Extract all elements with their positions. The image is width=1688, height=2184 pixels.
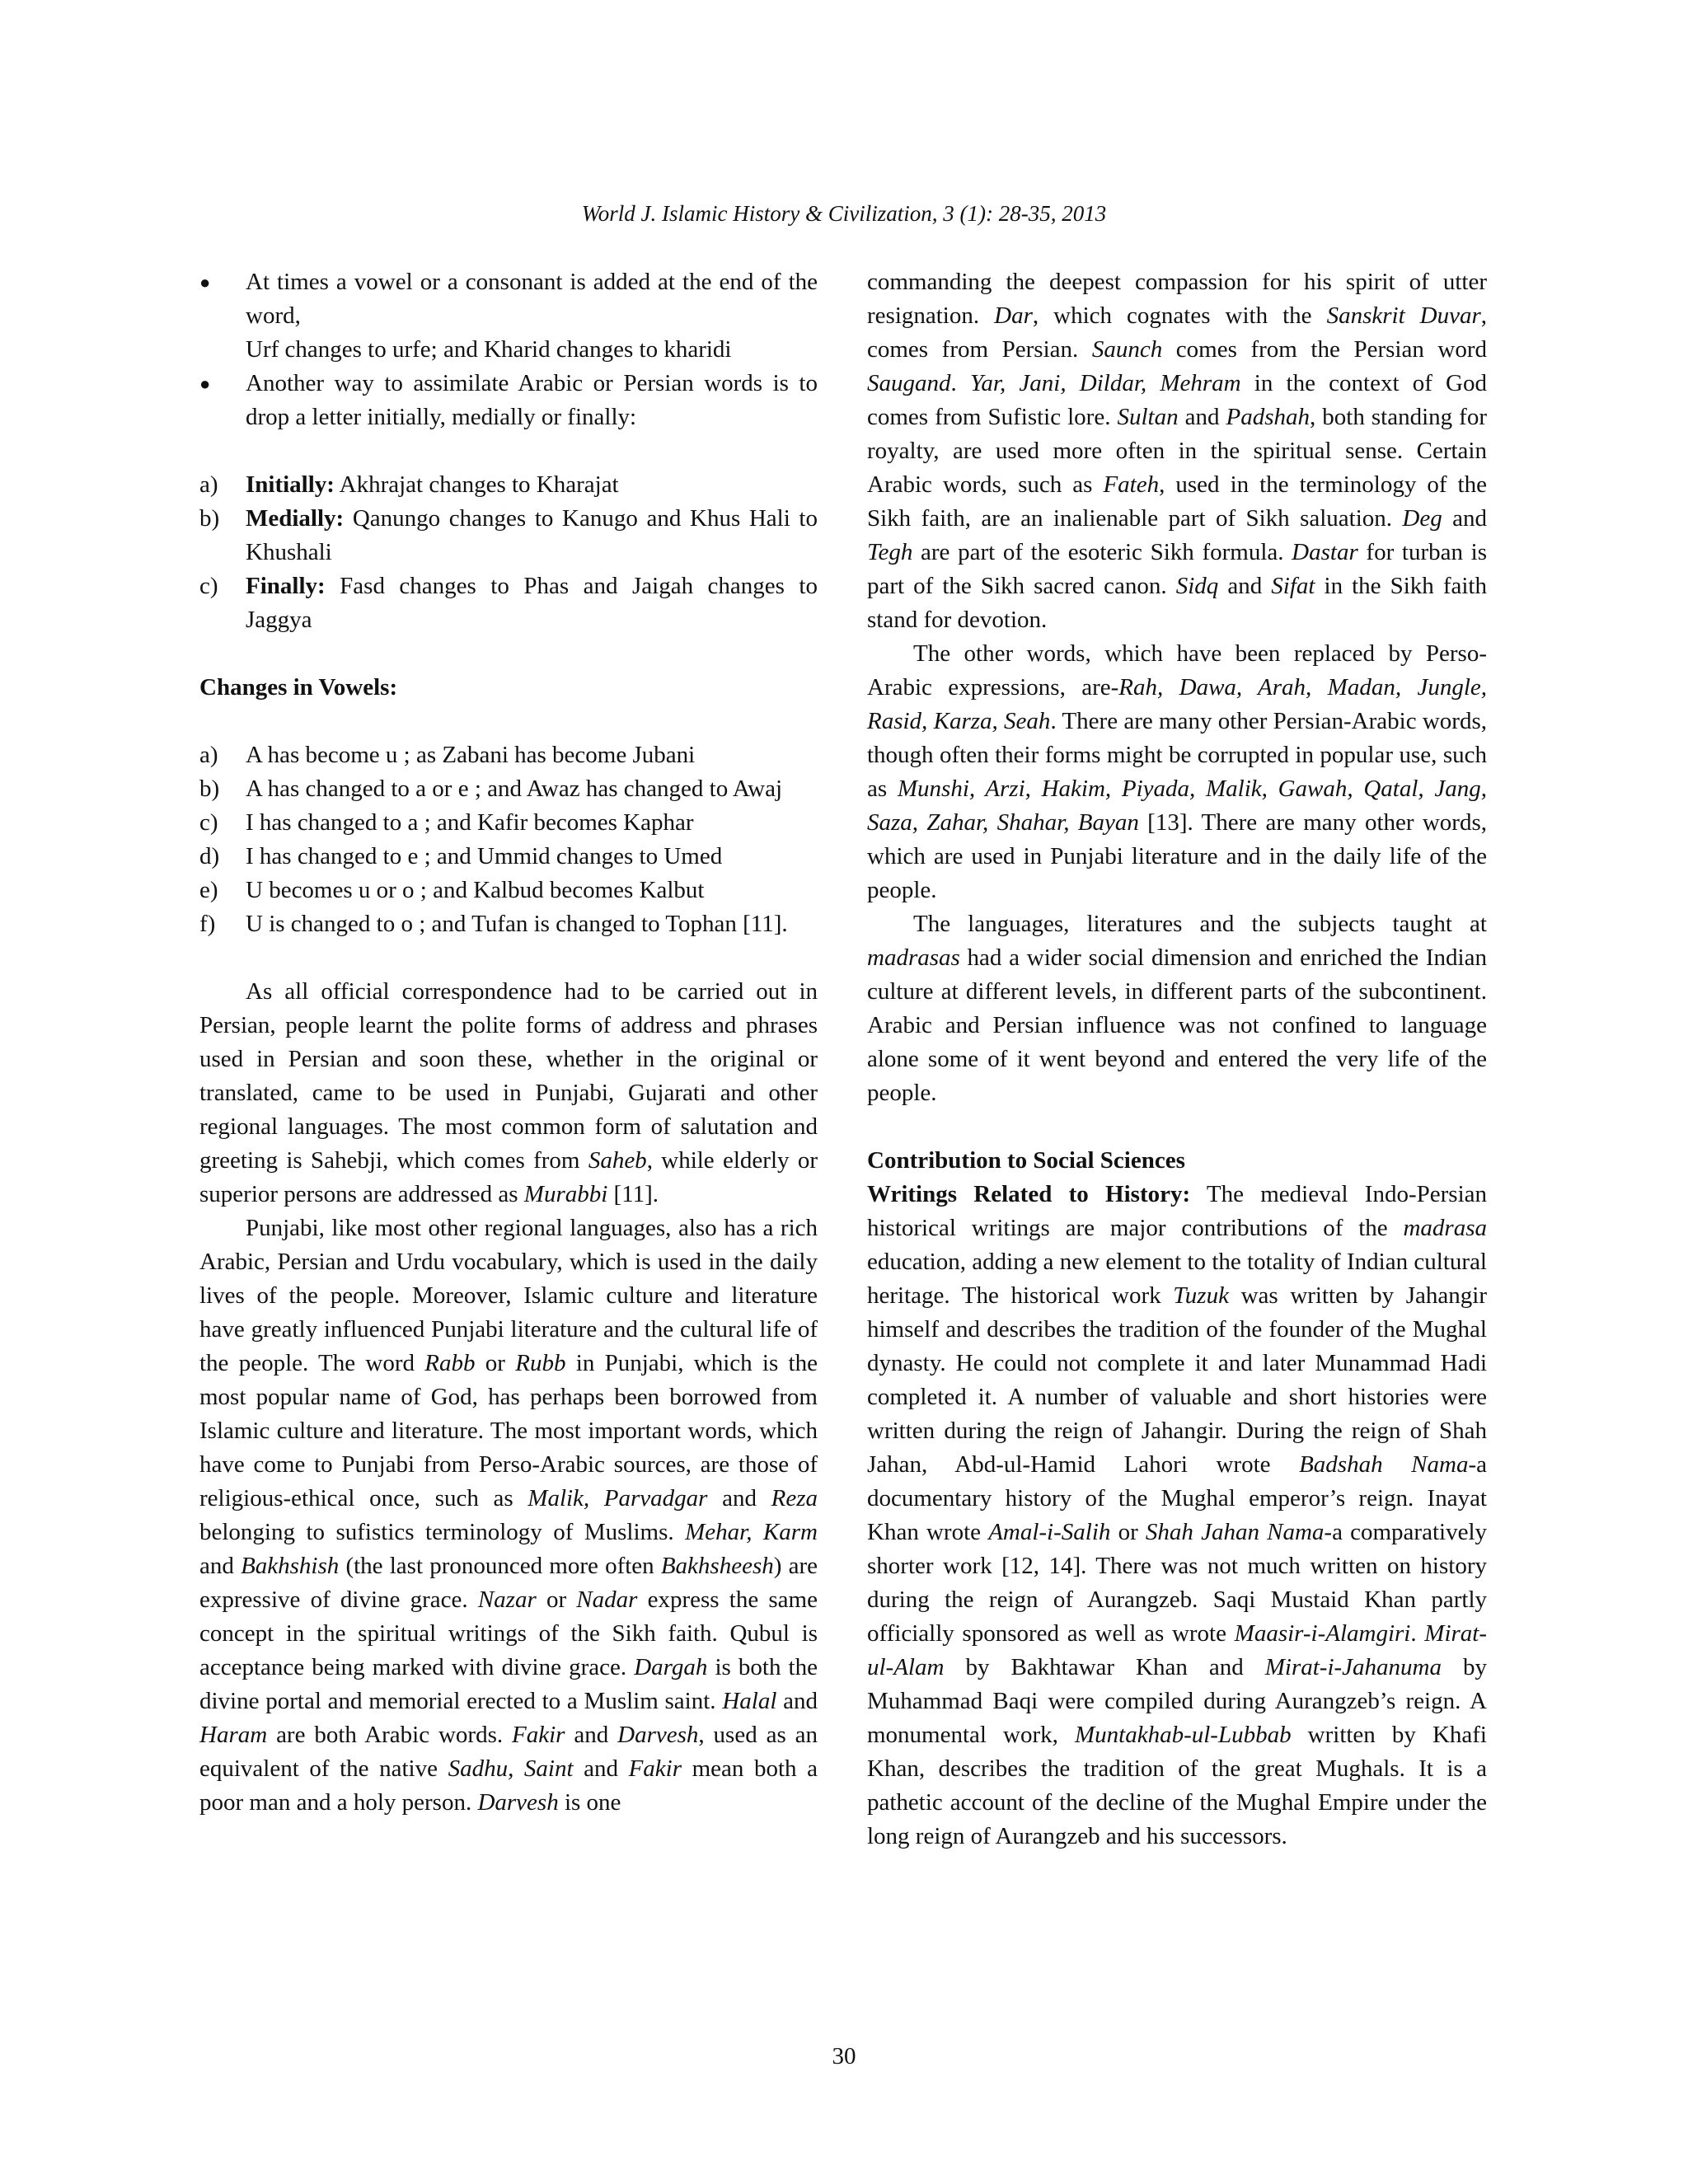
body-paragraph: The other words, which have been replaced by Perso-Arabic expressions, are-Rah, Dawa, Arah, Madan, Jungle, Rasid, Karza, Seah. There are many other Persian-Arabic words, though often their forms might be corrupted in popular use, such as Munshi, Arzi, Hakim, Piyada, Malik, Gawah, Qatal, Jang, Saza, Zahar, Shahar, Bayan [13]. There are many other words, which are used in Punjabi literature and in the daily life of the people.: [867, 640, 1488, 903]
bullet-icon: ●: [199, 373, 211, 394]
page-number: 30: [832, 2043, 856, 2069]
list-item: c) I has changed to a ; and Kafir becomes Kaphar: [199, 809, 694, 836]
bullet-text: Another way to assimilate Arabic or Persian words is to drop a letter initially, medially or finally:: [246, 370, 818, 430]
list-item: e) U becomes u or o ; and Kalbud becomes Kalbut: [199, 877, 705, 903]
list-item: a) A has become u ; as Zabani has become Jubani: [199, 742, 696, 768]
body-paragraph: The languages, literatures and the subjects taught at madrasas had a wider social dimension and enriched the Indian culture at different levels, in different parts of the subcontinent. Arabic and Persian influence was not confined to language alone some of it went beyond and entered the very life of the people.: [867, 911, 1487, 1106]
bullet-item: [199, 367, 818, 434]
list-item: d) I has changed to e ; and Ummid changes to Umed: [199, 843, 723, 869]
section-heading: Changes in Vowels:: [199, 674, 398, 701]
bullet-example: Urf changes to urfe; and Kharid changes to kharidi: [246, 336, 732, 363]
body-paragraph: As all official correspondence had to be carried out in Persian, people learnt the polite forms of address and phrases used in Persian and soon these, whether in the original or translated, came to be used in Punjabi, Gujarati and other regional languages. The most common form of salutation and greeting is Sahebji, which comes from Saheb, while elderly or superior persons are addressed as Murabbi [11].: [199, 978, 818, 1207]
section-heading: Contribution to Social Sciences: [867, 1147, 1185, 1174]
list-item: f) U is changed to o ; and Tufan is changed to Tophan [11].: [199, 911, 788, 937]
list-item: a) Initially: Akhrajat changes to Kharajat: [199, 471, 619, 498]
left-column: [199, 265, 818, 1820]
running-header: World J. Islamic History & Civilization, 3 (1): 28-35, 2013: [581, 201, 1107, 226]
list-item: b) A has changed to a or e ; and Awaz has changed to Awaj: [199, 776, 782, 802]
body-paragraph: Punjabi, like most other regional languages, also has a rich Arabic, Persian and Urdu vocabulary, which is used in the daily lives of the people. Moreover, Islamic culture and literature have greatly influenced Punjabi literature and the cultural life of the people. The word Rabb or Rubb in Punjabi, which is the most popular name of God, has perhaps been borrowed from Islamic culture and literature. The most important words, which have come to Punjabi from Perso-Arabic sources, are those of religious-ethical once, such as Malik, Parvadgar and Reza belonging to sufistics terminology of Muslims. Mehar, Karm and Bakhshish (the last pronounced more often Bakhsheesh) are expressive of divine grace. Nazar or Nadar express the same concept in the spiritual writings of the Sikh faith. Qubul is acceptance being marked with divine grace. Dargah is both the divine portal and memorial erected to a Muslim saint. Halal and Haram are both Arabic words. Fakir and Darvesh, used as an equivalent of the native Sadhu, Saint and Fakir mean both a poor man and a holy person. Darvesh is one: [199, 1215, 818, 1816]
bullet-text: At times a vowel or a consonant is added at the end of the word,: [246, 269, 818, 329]
body-paragraph: Writings Related to History: The medieval Indo-Persian historical writings are major contributions of the madrasa education, adding a new element to the totality of Indian cultural heritage. The historical work Tuzuk was written by Jahangir himself and describes the tradition of the founder of the Mughal dynasty. He could not complete it and later Munammad Hadi completed it. A number of valuable and short histories were written during the reign of Jahangir. During the reign of Shah Jahan, Abd-ul-Hamid Lahori wrote Badshah Nama-a documentary history of the Mughal emperor’s reign. Inayat Khan wrote Amal-i-Salih or Shah Jahan Nama-a comparatively shorter work [12, 14]. There was not much written on history during the reign of Aurangzeb. Saqi Mustaid Khan partly officially sponsored as well as wrote Maasir-i-Alamgiri. Mirat-ul-Alam by Bakhtawar Khan and Mirat-i-Jahanuma by Muhammad Baqi were compiled during Aurangzeb’s reign. A monumental work, Muntakhab-ul-Lubbab written by Khafi Khan, describes the tradition of the great Mughals. It is a pathetic account of the decline of the Mughal Empire under the long reign of Aurangzeb and his successors.: [867, 1181, 1487, 1849]
list-item: b) Medially: Qanungo changes to Kanugo and Khus Hali to Khushali: [199, 505, 818, 565]
list-item: c) Finally: Fasd changes to Phas and Jaigah changes to Jaggya: [199, 573, 818, 633]
bullet-icon: ●: [199, 272, 211, 293]
body-paragraph: commanding the deepest compassion for his spirit of utter resignation. Dar, which cognates with the Sanskrit Duvar, comes from Persian. Saunch comes from the Persian word Saugand. Yar, Jani, Dildar, Mehram in the context of God comes from Sufistic lore. Sultan and Padshah, both standing for royalty, are used more often in the spiritual sense. Certain Arabic words, such as Fateh, used in the terminology of the Sikh faith, are an inalienable part of Sikh saluation. Deg and Tegh are part of the esoteric Sikh formula. Dastar for turban is part of the Sikh sacred canon. Sidq and Sifat in the Sikh faith stand for devotion.: [867, 269, 1487, 633]
right-column: [867, 265, 1487, 1854]
bullet-item: [199, 265, 818, 333]
